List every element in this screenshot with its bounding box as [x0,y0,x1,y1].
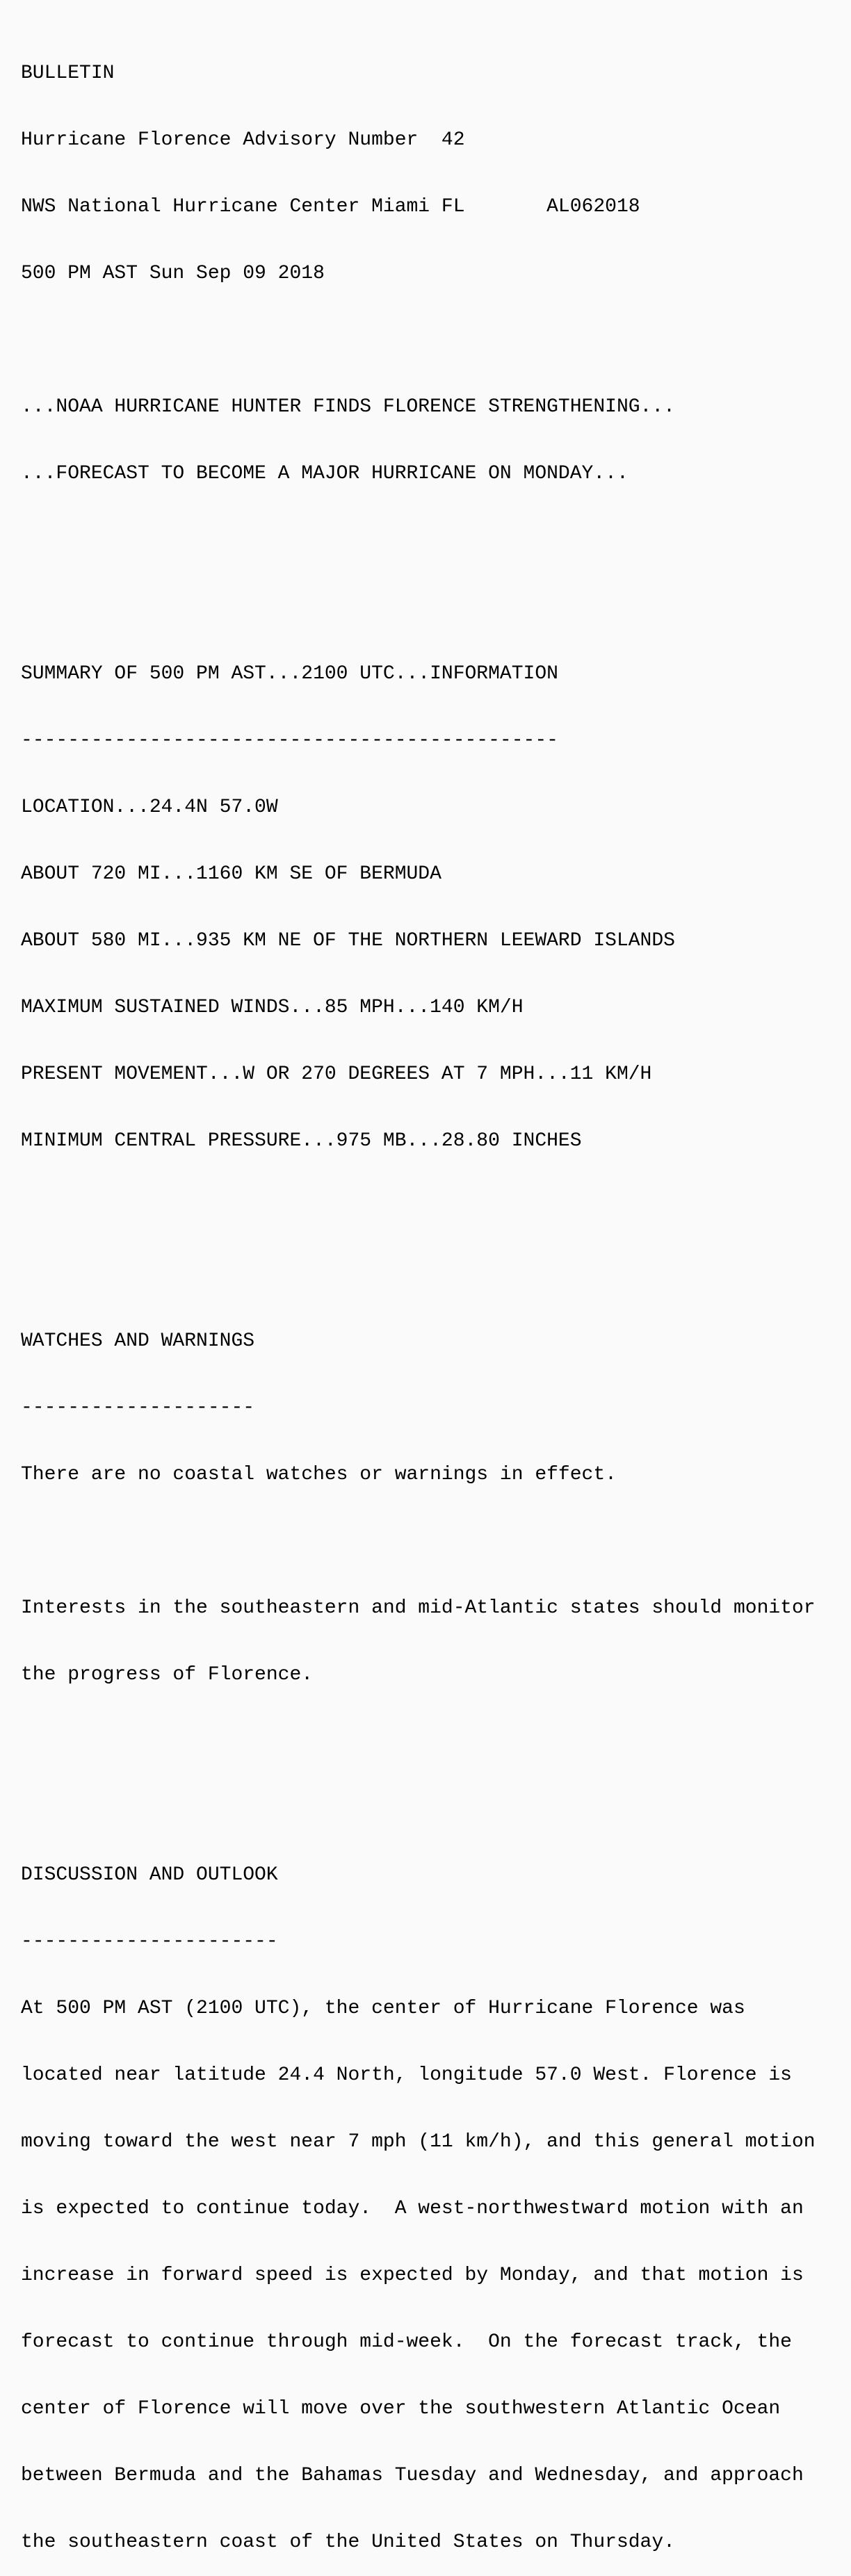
summary-line: LOCATION...24.4N 57.0W [21,797,278,818]
spacer [21,530,816,552]
discussion-line: moving toward the west near 7 mph (11 km/h), and this general motion [21,2131,816,2153]
spacer [21,1264,816,1286]
summary-line: ABOUT 720 MI...1160 KM SE OF BERMUDA [21,863,441,885]
issue-time: 500 PM AST Sun Sep 09 2018 [21,263,325,284]
summary-line: PRESENT MOVEMENT...W OR 270 DEGREES AT 7 MPH...11 KM/H [21,1063,652,1085]
discussion-line: located near latitude 24.4 North, longitude 57.0 West. Florence is [21,2064,792,2086]
spacer [21,596,816,619]
discussion-line: center of Florence will move over the southwestern Atlantic Ocean [21,2398,781,2420]
spacer [21,329,816,352]
discussion-heading: DISCUSSION AND OUTLOOK [21,1864,278,1886]
watches-text: There are no coastal watches or warnings in effect. [21,1464,617,1485]
discussion-rule: ---------------------- [21,1931,278,1953]
summary-heading: SUMMARY OF 500 PM AST...2100 UTC...INFORMATION [21,663,558,685]
watches-text: the progress of Florence. [21,1664,314,1686]
spacer [21,1531,816,1553]
discussion-line: At 500 PM AST (2100 UTC), the center of Hurricane Florence was [21,1998,745,2019]
spacer [21,1197,816,1219]
summary-rule: ---------------------------------------------- [21,730,558,751]
headline: ...FORECAST TO BECOME A MAJOR HURRICANE ON MONDAY... [21,463,629,484]
advisory-text [21,18,816,2576]
discussion-line: between Bermuda and the Bahamas Tuesday and Wednesday, and approach [21,2465,804,2486]
discussion-line: increase in forward speed is expected by Monday, and that motion is [21,2265,804,2286]
discussion-line: the southeastern coast of the United States on Thursday. [21,2532,675,2553]
advisory-title: Hurricane Florence Advisory Number 42 [21,129,465,151]
summary-line: MINIMUM CENTRAL PRESSURE...975 MB...28.80 INCHES [21,1130,582,1152]
summary-line: ABOUT 580 MI...935 KM NE OF THE NORTHERN LEEWARD ISLANDS [21,930,675,952]
discussion-line: is expected to continue today. A west-northwestward motion with an [21,2198,804,2219]
watches-text: Interests in the southeastern and mid-Atlantic states should monitor [21,1597,816,1619]
summary-line: MAXIMUM SUSTAINED WINDS...85 MPH...140 KM/H [21,997,524,1018]
discussion-line: forecast to continue through mid-week. On the forecast track, the [21,2331,792,2353]
spacer [21,1798,816,1820]
bulletin-label: BULLETIN [21,63,115,84]
watches-heading: WATCHES AND WARNINGS [21,1330,255,1352]
watches-rule: -------------------- [21,1397,255,1419]
headline: ...NOAA HURRICANE HUNTER FINDS FLORENCE STRENGTHENING... [21,396,675,418]
spacer [21,1731,816,1753]
issuing-office: NWS National Hurricane Center Miami FL AL062018 [21,196,640,218]
